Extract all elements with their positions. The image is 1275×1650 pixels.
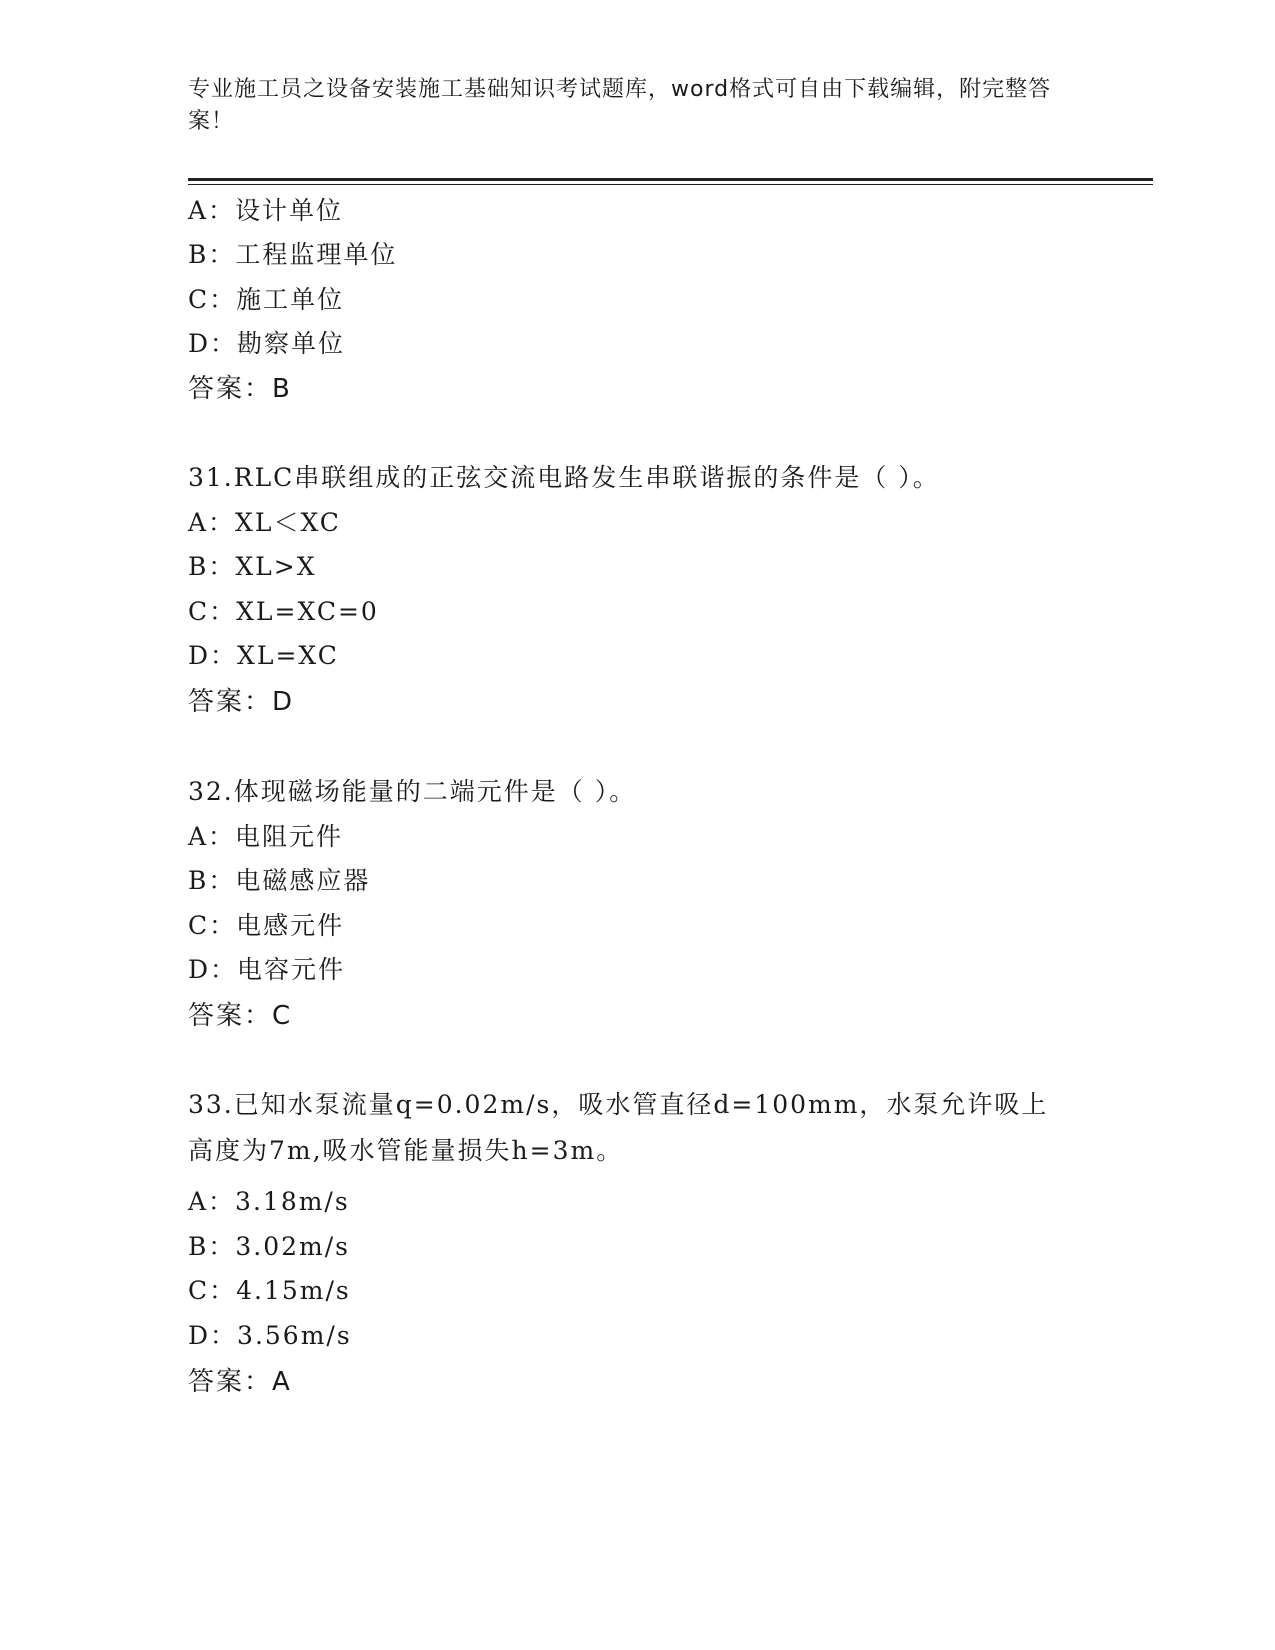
q32-option-a: A：电阻元件 xyxy=(188,822,344,851)
q33-option-c: C：4.15m/s xyxy=(188,1276,351,1305)
q31-answer: 答案：D xyxy=(188,687,295,717)
q30-option-b: B：工程监理单位 xyxy=(188,240,398,269)
q30-answer: 答案：B xyxy=(188,374,292,404)
q30-option-c: C：施工单位 xyxy=(188,285,345,314)
document-header: 专业施工员之设备安装施工基础知识考试题库，word格式可自由下载编辑，附完整答案！ xyxy=(188,77,1052,134)
q30-option-d: D：勘察单位 xyxy=(188,329,346,358)
q33-option-d: D：3.56m/s xyxy=(188,1321,352,1350)
q32-option-d: D：电容元件 xyxy=(188,955,346,984)
q32-answer: 答案：C xyxy=(188,1001,293,1031)
header-divider-thin xyxy=(188,184,1153,185)
q31-option-c: C：XL=XC=0 xyxy=(188,597,379,626)
header-divider-thick xyxy=(188,178,1153,181)
q31-option-a: A：XL＜XC xyxy=(188,508,341,537)
q31-stem: 31.RLC串联组成的正弦交流电路发生串联谐振的条件是（ ）。 xyxy=(188,463,940,492)
q33-option-b: B：3.02m/s xyxy=(188,1232,350,1261)
q33-stem: 33.已知水泵流量q=0.02m/s，吸水管直径d=100mm，水泵允许吸上高度为7m,吸水管能量损失h=3m。 xyxy=(188,1090,1049,1165)
q33-answer: 答案：A xyxy=(188,1367,292,1397)
q30-option-a: A：设计单位 xyxy=(188,196,344,225)
q31-option-d: D：XL=XC xyxy=(188,641,339,670)
q32-option-c: C：电感元件 xyxy=(188,911,345,940)
q31-option-b: B：XL>X xyxy=(188,552,317,581)
q32-stem: 32.体现磁场能量的二端元件是（ ）。 xyxy=(188,777,637,806)
q32-option-b: B：电磁感应器 xyxy=(188,866,371,895)
q33-option-a: A：3.18m/s xyxy=(188,1187,350,1216)
